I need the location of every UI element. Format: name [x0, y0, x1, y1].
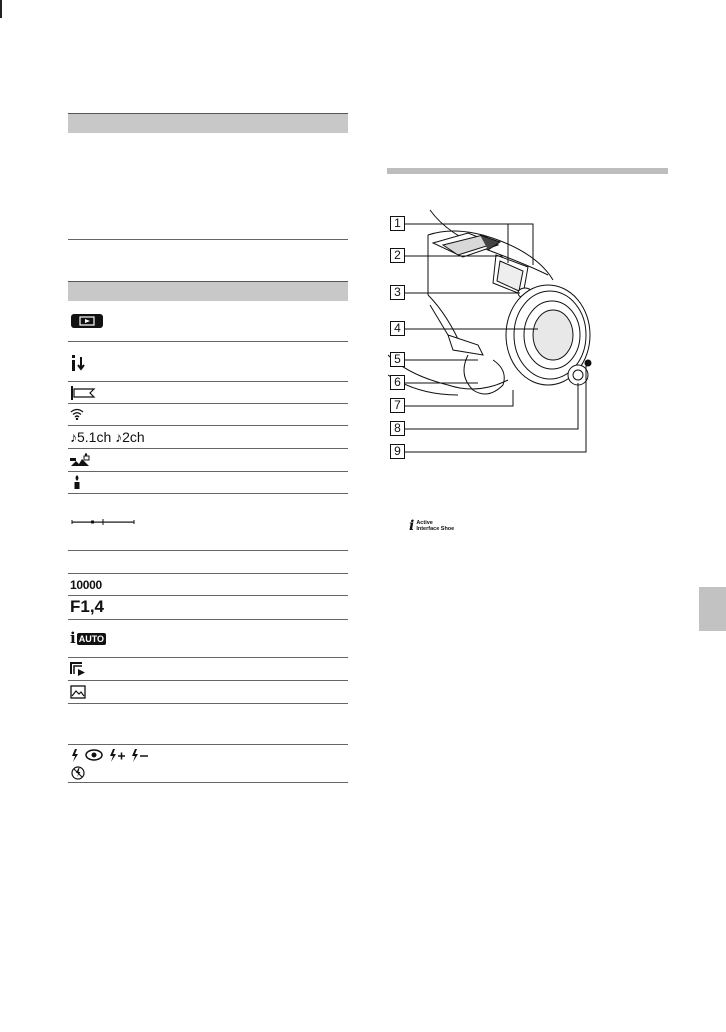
- ais-logo-line2: Interface Shoe: [416, 526, 455, 532]
- table-row: [68, 240, 348, 282]
- table-row: [68, 574, 348, 596]
- flag-icon: [70, 386, 96, 400]
- intelligent-auto-icon: [70, 631, 106, 646]
- table-header: [68, 113, 348, 133]
- table-row: [68, 404, 348, 426]
- info-table-top: [68, 113, 348, 133]
- table-row: [68, 132, 348, 240]
- callout-9: 9: [390, 444, 405, 459]
- table-row: [68, 342, 348, 382]
- table-row: [68, 382, 348, 404]
- page-corner-mark: [0, 0, 2, 18]
- table-row: [68, 596, 348, 620]
- slideshow-icon: [70, 662, 86, 676]
- flash-modes-icon: [70, 748, 160, 780]
- scene-mode-icon: [70, 453, 90, 467]
- shutter-speed-readout: 10000: [70, 578, 102, 592]
- chapter-side-tab: [699, 587, 726, 631]
- section-header-bar: [387, 168, 668, 174]
- table-row: [68, 472, 348, 494]
- table-row: [68, 704, 348, 745]
- table-row: [68, 551, 348, 574]
- table-row: [68, 301, 348, 342]
- table-row: [68, 494, 348, 551]
- callout-3: 3: [390, 285, 405, 300]
- callout-4: 4: [390, 321, 405, 336]
- callout-1: 1: [390, 216, 405, 231]
- table-header: [68, 281, 348, 301]
- candle-icon: [73, 475, 81, 489]
- table-row: [68, 658, 348, 681]
- info-i-glyph: i: [70, 629, 76, 647]
- callout-8: 8: [390, 421, 405, 436]
- aperture-readout: F1,4: [70, 597, 105, 616]
- table-row: [68, 620, 348, 658]
- callout-5: 5: [390, 352, 405, 367]
- zoom-bar-icon: [71, 518, 135, 526]
- ais-logo-line1: Active: [416, 520, 433, 526]
- wireless-icon: [70, 408, 84, 420]
- icon-table: [68, 281, 348, 791]
- auto-badge: AUTO: [78, 633, 105, 644]
- callout-2: 2: [390, 248, 405, 263]
- ais-logo-text: [416, 520, 454, 532]
- upload-arrow-icon: [71, 355, 87, 371]
- table-row: [68, 745, 348, 783]
- table-row: [68, 449, 348, 472]
- callout-6: 6: [390, 375, 405, 390]
- playback-button-icon: [71, 314, 103, 328]
- photo-icon: [70, 685, 86, 699]
- callout-7: 7: [390, 398, 405, 413]
- surround-sound-icon: ♪5.1ch ♪2ch: [70, 429, 145, 445]
- camcorder-illustration: [388, 205, 608, 465]
- table-row: [68, 681, 348, 704]
- ais-mark-icon: i: [409, 518, 415, 534]
- active-interface-shoe-logo: [409, 519, 454, 533]
- table-row: [68, 426, 348, 449]
